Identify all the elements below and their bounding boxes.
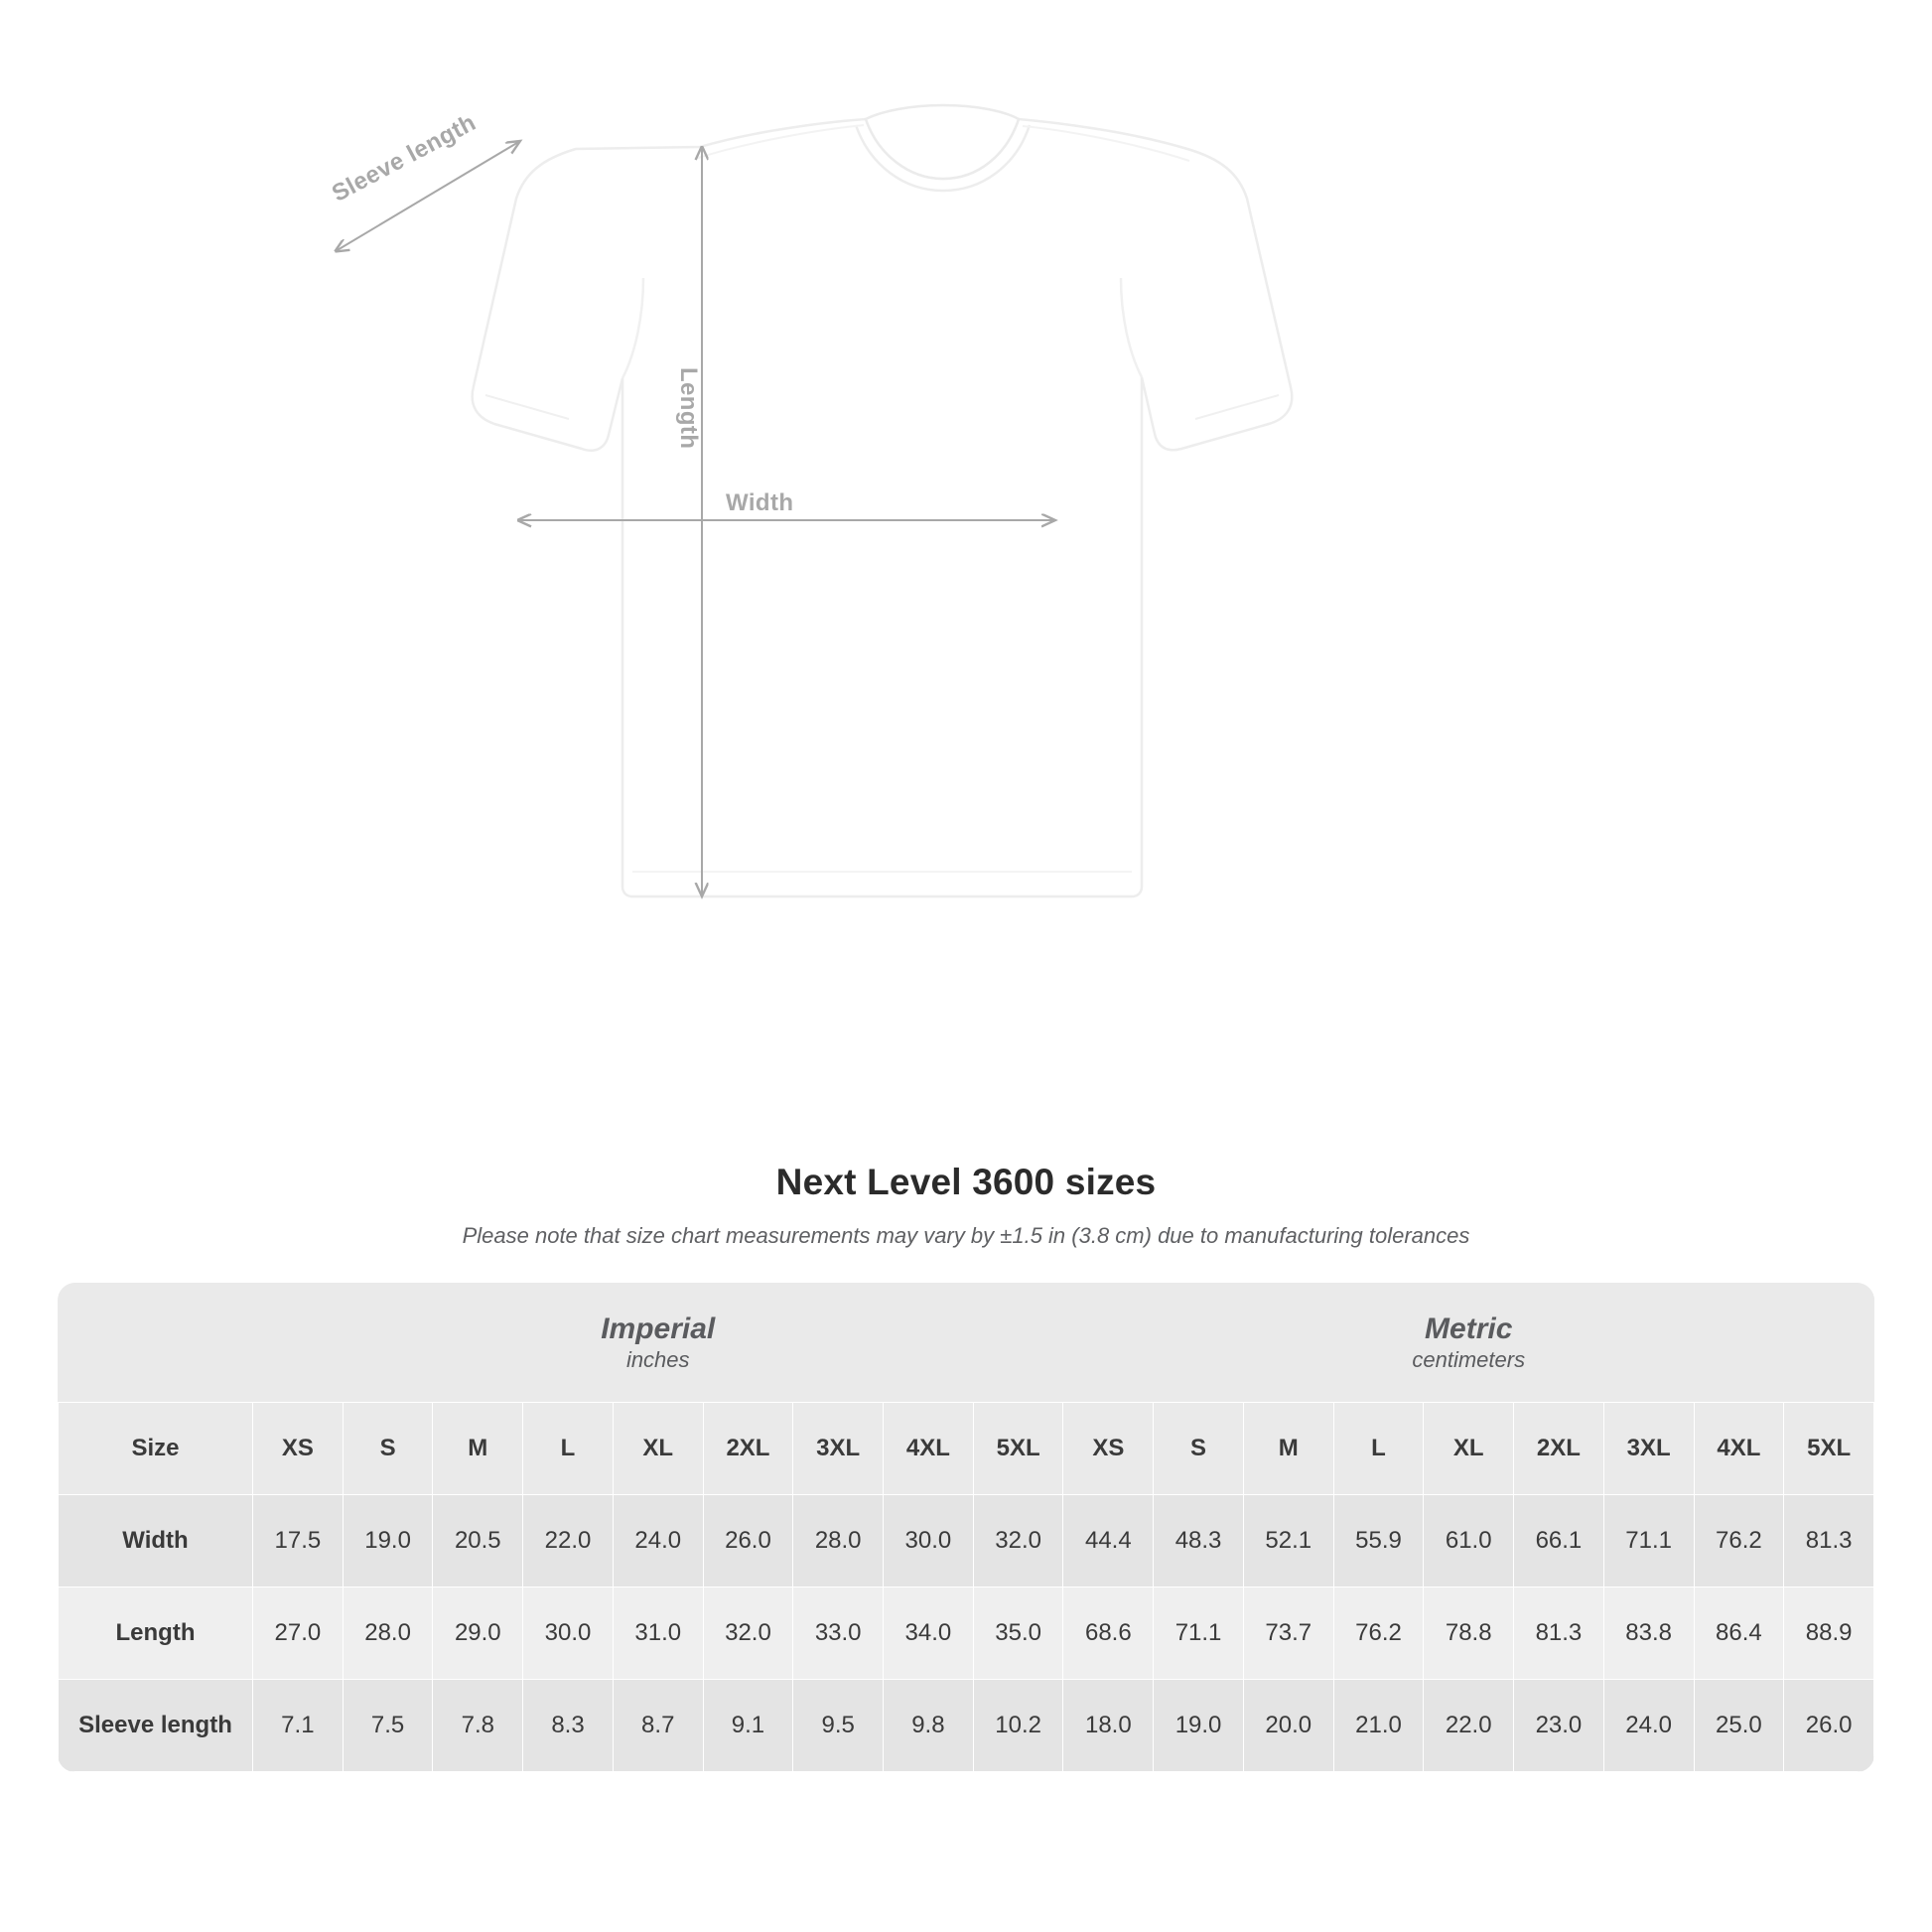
value-cell: 31.0 bbox=[613, 1587, 703, 1680]
value-cell: 21.0 bbox=[1333, 1680, 1424, 1772]
value-cell: 35.0 bbox=[973, 1587, 1063, 1680]
value-cell: 30.0 bbox=[523, 1587, 614, 1680]
value-cell: 81.3 bbox=[1514, 1587, 1604, 1680]
table-row-sleeve-length bbox=[59, 1680, 1874, 1772]
size-table-wrapper bbox=[58, 1283, 1874, 1772]
value-cell: 30.0 bbox=[884, 1495, 974, 1587]
tolerance-note: Please note that size chart measurements may vary by ±1.5 in (3.8 cm) due to manufacturing tolerances bbox=[462, 1223, 1470, 1248]
value-cell: 24.0 bbox=[1603, 1680, 1694, 1772]
title-block bbox=[0, 1162, 1932, 1249]
unit-group-metric-sub: centimeters bbox=[1412, 1346, 1526, 1372]
unit-group-imperial-name: Imperial bbox=[601, 1312, 716, 1346]
value-cell: 29.0 bbox=[433, 1587, 523, 1680]
value-cell: 8.3 bbox=[523, 1680, 614, 1772]
size-cell: M bbox=[433, 1403, 523, 1495]
width-label: Width bbox=[726, 489, 794, 516]
value-cell: 76.2 bbox=[1694, 1495, 1784, 1587]
size-cell: L bbox=[523, 1403, 614, 1495]
row-header-size: Size bbox=[59, 1403, 253, 1495]
value-cell: 18.0 bbox=[1063, 1680, 1154, 1772]
size-cell: XL bbox=[613, 1403, 703, 1495]
value-cell: 61.0 bbox=[1424, 1495, 1514, 1587]
value-cell: 19.0 bbox=[343, 1495, 433, 1587]
length-label: Length bbox=[675, 367, 702, 450]
value-cell: 8.7 bbox=[613, 1680, 703, 1772]
page-title: Next Level 3600 sizes bbox=[775, 1162, 1157, 1202]
value-cell: 9.8 bbox=[884, 1680, 974, 1772]
value-cell: 20.5 bbox=[433, 1495, 523, 1587]
unit-group-imperial bbox=[253, 1283, 1063, 1403]
value-cell: 27.0 bbox=[253, 1587, 344, 1680]
unit-group-imperial-sub: inches bbox=[625, 1346, 690, 1372]
size-table bbox=[58, 1283, 1874, 1772]
value-cell: 22.0 bbox=[1424, 1680, 1514, 1772]
value-cell: 76.2 bbox=[1333, 1587, 1424, 1680]
size-cell: 3XL bbox=[1603, 1403, 1694, 1495]
size-cell: XL bbox=[1424, 1403, 1514, 1495]
value-cell: 86.4 bbox=[1694, 1587, 1784, 1680]
row-header-sleeve-length: Sleeve length bbox=[59, 1680, 253, 1772]
unit-header-row bbox=[59, 1283, 1874, 1403]
value-cell: 22.0 bbox=[523, 1495, 614, 1587]
table-corner bbox=[59, 1283, 253, 1403]
tshirt-shape bbox=[473, 105, 1293, 897]
size-cell: M bbox=[1243, 1403, 1333, 1495]
value-cell: 26.0 bbox=[1784, 1680, 1874, 1772]
value-cell: 71.1 bbox=[1603, 1495, 1694, 1587]
value-cell: 9.5 bbox=[793, 1680, 884, 1772]
size-cell: 5XL bbox=[973, 1403, 1063, 1495]
value-cell: 7.5 bbox=[343, 1680, 433, 1772]
size-cell: 4XL bbox=[1694, 1403, 1784, 1495]
value-cell: 48.3 bbox=[1154, 1495, 1244, 1587]
value-cell: 17.5 bbox=[253, 1495, 344, 1587]
size-cell: L bbox=[1333, 1403, 1424, 1495]
row-header-length: Length bbox=[59, 1587, 253, 1680]
value-cell: 52.1 bbox=[1243, 1495, 1333, 1587]
value-cell: 26.0 bbox=[703, 1495, 793, 1587]
value-cell: 23.0 bbox=[1514, 1680, 1604, 1772]
value-cell: 7.1 bbox=[253, 1680, 344, 1772]
unit-group-metric bbox=[1063, 1283, 1874, 1403]
size-cell: XS bbox=[253, 1403, 344, 1495]
value-cell: 78.8 bbox=[1424, 1587, 1514, 1680]
size-cell: S bbox=[343, 1403, 433, 1495]
value-cell: 32.0 bbox=[973, 1495, 1063, 1587]
value-cell: 7.8 bbox=[433, 1680, 523, 1772]
size-cell: S bbox=[1154, 1403, 1244, 1495]
sleeve-length-label: Sleeve length bbox=[328, 108, 481, 207]
value-cell: 28.0 bbox=[343, 1587, 433, 1680]
value-cell: 81.3 bbox=[1784, 1495, 1874, 1587]
value-cell: 73.7 bbox=[1243, 1587, 1333, 1680]
value-cell: 68.6 bbox=[1063, 1587, 1154, 1680]
value-cell: 24.0 bbox=[613, 1495, 703, 1587]
size-cell: 2XL bbox=[1514, 1403, 1604, 1495]
value-cell: 25.0 bbox=[1694, 1680, 1784, 1772]
table-row-width bbox=[59, 1495, 1874, 1587]
size-cell: 5XL bbox=[1784, 1403, 1874, 1495]
value-cell: 10.2 bbox=[973, 1680, 1063, 1772]
value-cell: 88.9 bbox=[1784, 1587, 1874, 1680]
table-row-sizes bbox=[59, 1403, 1874, 1495]
value-cell: 71.1 bbox=[1154, 1587, 1244, 1680]
value-cell: 55.9 bbox=[1333, 1495, 1424, 1587]
value-cell: 34.0 bbox=[884, 1587, 974, 1680]
row-header-width: Width bbox=[59, 1495, 253, 1587]
size-cell: XS bbox=[1063, 1403, 1154, 1495]
value-cell: 20.0 bbox=[1243, 1680, 1333, 1772]
size-cell: 2XL bbox=[703, 1403, 793, 1495]
value-cell: 9.1 bbox=[703, 1680, 793, 1772]
value-cell: 28.0 bbox=[793, 1495, 884, 1587]
value-cell: 66.1 bbox=[1514, 1495, 1604, 1587]
table-row-length bbox=[59, 1587, 1874, 1680]
value-cell: 44.4 bbox=[1063, 1495, 1154, 1587]
value-cell: 19.0 bbox=[1154, 1680, 1244, 1772]
value-cell: 33.0 bbox=[793, 1587, 884, 1680]
value-cell: 83.8 bbox=[1603, 1587, 1694, 1680]
size-cell: 4XL bbox=[884, 1403, 974, 1495]
unit-group-metric-name: Metric bbox=[1425, 1312, 1513, 1346]
size-cell: 3XL bbox=[793, 1403, 884, 1495]
value-cell: 32.0 bbox=[703, 1587, 793, 1680]
